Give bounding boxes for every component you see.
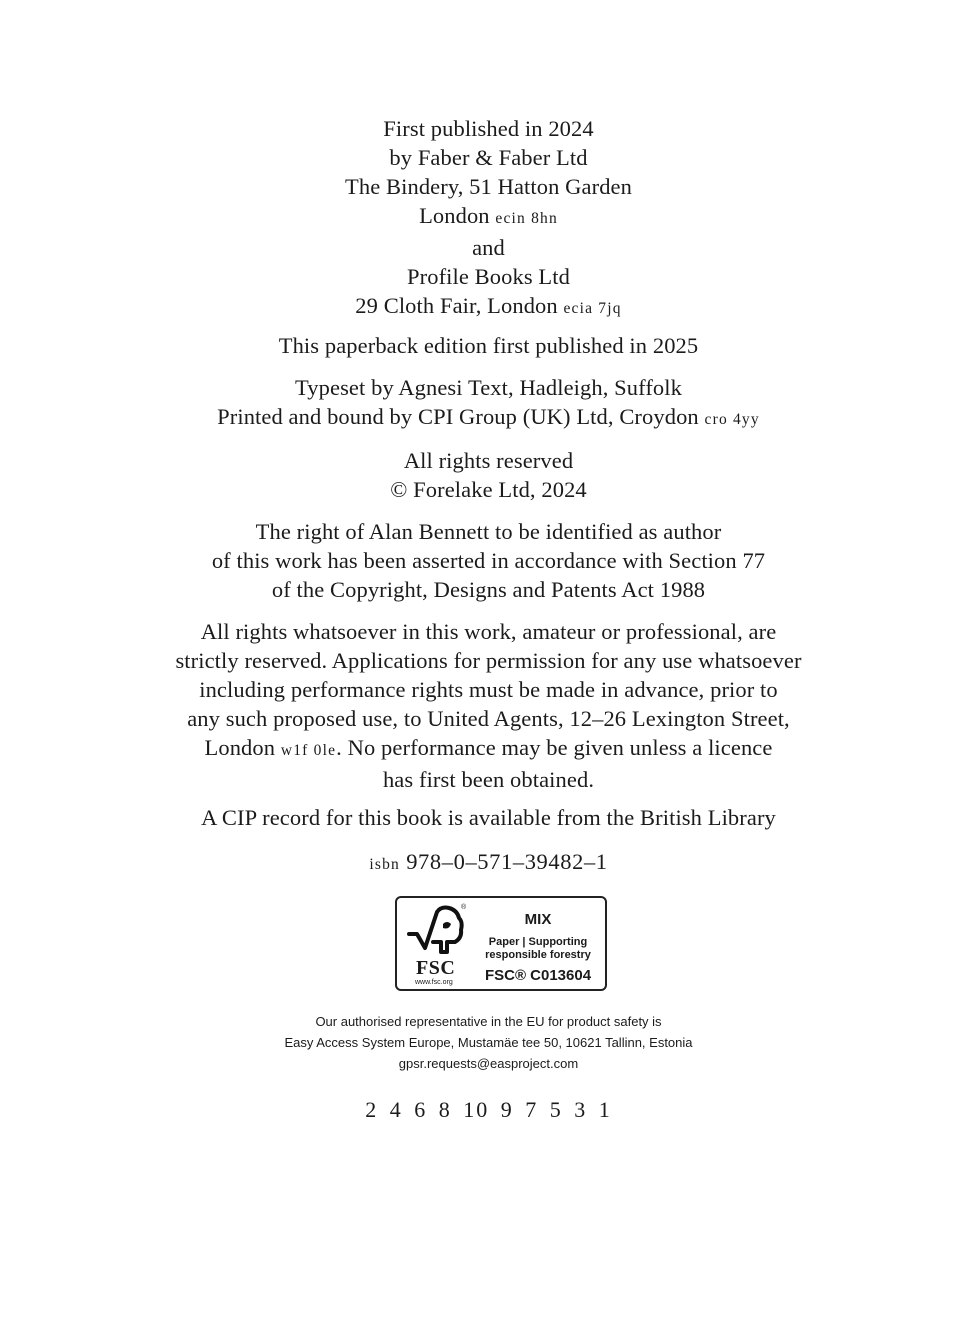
copyright-notice: © Forelake Ltd, 2024 bbox=[390, 477, 587, 502]
isbn-label: isbn bbox=[369, 856, 400, 873]
performance-line: including performance rights must be made in advance, prior to bbox=[199, 677, 778, 702]
publication-line: by Faber & Faber Ltd bbox=[389, 145, 588, 170]
cip-block bbox=[0, 803, 977, 832]
moral-rights-block bbox=[0, 517, 977, 604]
representative-line: Our authorised representative in the EU for product safety is bbox=[315, 1014, 662, 1029]
paperback-line: This paperback edition first published in 2025 bbox=[278, 333, 699, 358]
performance-london-line bbox=[0, 733, 977, 765]
rights-reserved: All rights reserved bbox=[403, 448, 574, 473]
publication-cloth-fair-line bbox=[0, 291, 977, 323]
cip-line: A CIP record for this book is available from the British Library bbox=[201, 805, 776, 830]
typeset-line: Typeset by Agnesi Text, Hadleigh, Suffolk bbox=[295, 375, 682, 400]
fsc-registered-mark: ® bbox=[461, 904, 467, 911]
performance-london-prefix: London bbox=[204, 735, 281, 760]
eu-representative-block bbox=[0, 1011, 977, 1074]
fsc-logo-left bbox=[403, 902, 469, 986]
representative-line: Easy Access System Europe, Mustamäe tee 50, 10621 Tallinn, Estonia bbox=[284, 1035, 693, 1050]
performance-line: strictly reserved. Applications for permission for any use whatsoever bbox=[175, 648, 802, 673]
publication-line: The Bindery, 51 Hatton Garden bbox=[345, 174, 632, 199]
printed-postcode: cro 4yy bbox=[704, 411, 760, 428]
fsc-claim-line: responsible forestry bbox=[485, 949, 591, 961]
rights-block bbox=[0, 446, 977, 504]
isbn-block bbox=[0, 847, 977, 879]
london-postcode: ecin 8hn bbox=[495, 210, 558, 227]
performance-line: any such proposed use, to United Agents, 12–26 Lexington Street, bbox=[187, 706, 790, 731]
publication-line: First published in 2024 bbox=[383, 116, 594, 141]
fsc-code: FSC® C013604 bbox=[484, 967, 592, 984]
publication-and: and bbox=[472, 235, 505, 260]
fsc-claim-line: Paper | Supporting bbox=[488, 936, 588, 948]
printed-prefix: Printed and bound by CPI Group (UK) Ltd, Croydon bbox=[217, 404, 705, 429]
representative-email: gpsr.requests@easproject.com bbox=[398, 1056, 579, 1071]
london-prefix: London bbox=[419, 203, 496, 228]
cloth-fair-postcode: ecia 7jq bbox=[563, 300, 622, 317]
moral-rights-line: The right of Alan Bennett to be identified as author bbox=[255, 519, 722, 544]
moral-rights-line: of the Copyright, Designs and Patents Act 1988 bbox=[271, 577, 706, 602]
performance-london-suffix: . No performance may be given unless a licence bbox=[336, 735, 773, 760]
publication-profile: Profile Books Ltd bbox=[407, 264, 570, 289]
production-block bbox=[0, 373, 977, 434]
fsc-mix: MIX bbox=[524, 911, 552, 928]
printed-line bbox=[0, 402, 977, 434]
performance-block bbox=[0, 617, 977, 794]
performance-postcode: w1f 0le bbox=[280, 742, 337, 759]
moral-rights-line: of this work has been asserted in accordance with Section 77 bbox=[211, 548, 766, 573]
isbn-number: 978–0–571–39482–1 bbox=[399, 849, 608, 874]
fsc-url: www.fsc.org bbox=[415, 979, 453, 986]
printing-line: 2 4 6 8 10 9 7 5 3 1 bbox=[365, 1097, 612, 1122]
isbn-line bbox=[0, 847, 977, 879]
fsc-tree-checkmark-icon bbox=[407, 904, 465, 958]
paperback-block bbox=[0, 331, 977, 360]
performance-line: All rights whatsoever in this work, amateur or professional, are bbox=[200, 619, 777, 644]
fsc-logo bbox=[395, 896, 607, 991]
publication-block bbox=[0, 114, 977, 323]
fsc-wordmark: FSC bbox=[416, 957, 456, 979]
cloth-fair-prefix: 29 Cloth Fair, London bbox=[355, 293, 564, 318]
publication-london-line bbox=[0, 201, 977, 233]
performance-last-line: has first been obtained. bbox=[382, 767, 595, 792]
fsc-claim bbox=[471, 936, 605, 962]
